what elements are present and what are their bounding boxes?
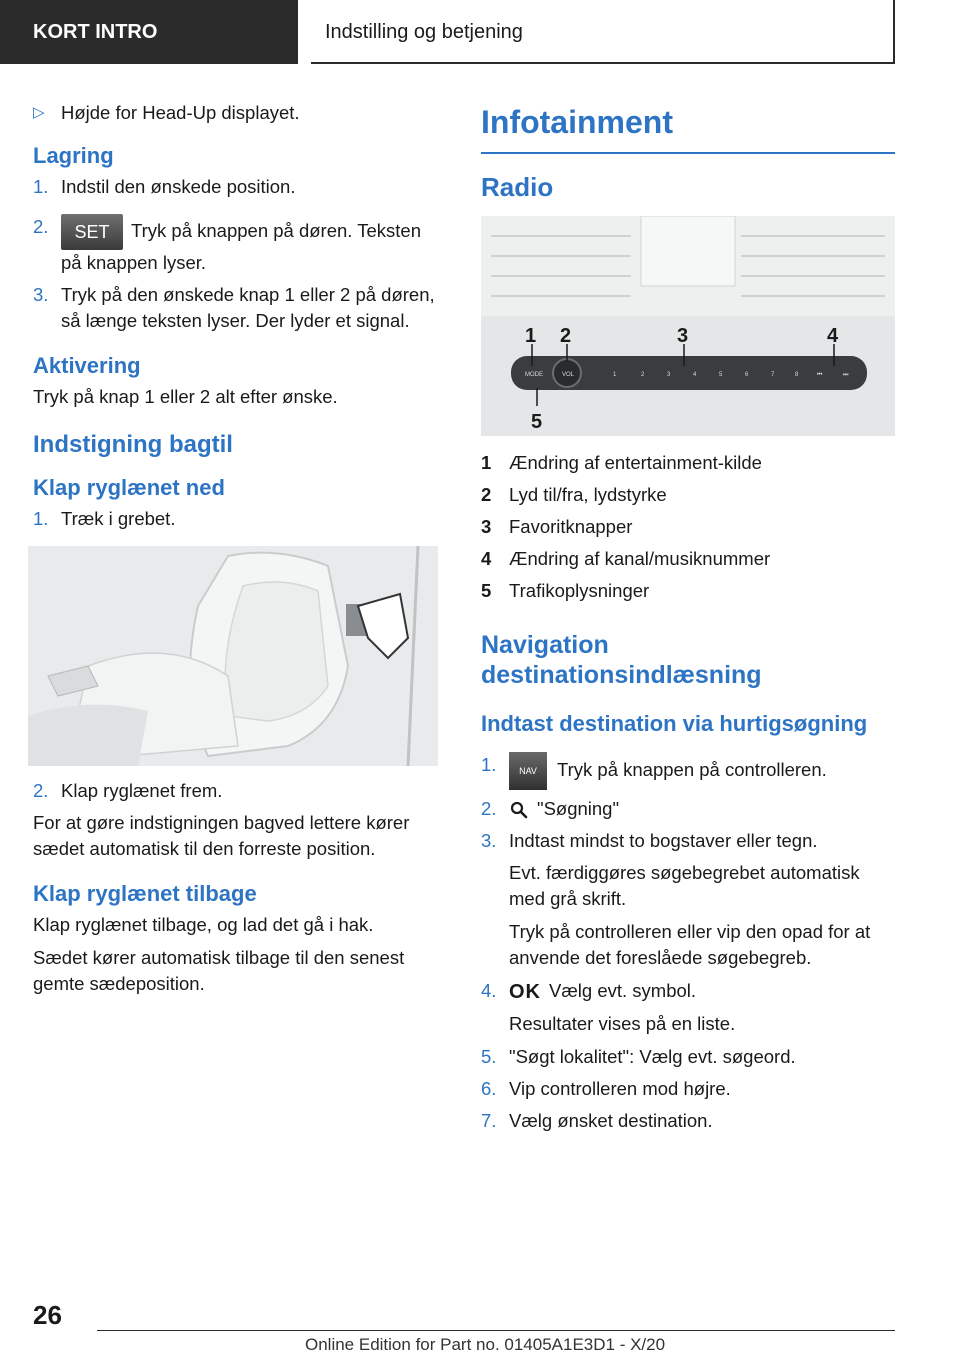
- right-column: [481, 100, 895, 1140]
- legend-text: Ændring af entertainment-kilde: [509, 452, 762, 473]
- step-text: Indtast mindst to bogstaver eller tegn.: [509, 830, 818, 851]
- heading-klap-ned: Klap ryglænet ned: [33, 475, 225, 500]
- step-1: [33, 506, 445, 532]
- svg-text:⏮: ⏮: [817, 372, 823, 378]
- search-icon: [509, 800, 529, 820]
- step-content: [509, 978, 895, 1005]
- bullet-text: Højde for Head-Up displayet.: [61, 102, 300, 123]
- step-text: "Søgt lokalitet": Vælg evt. søgeord.: [509, 1046, 796, 1068]
- ned-text: For at gøre indstigningen bagved lettere kører sædet automatisk til den forreste position.: [33, 812, 410, 859]
- step-text: Tryk på knappen på døren. Teksten på knappen lyser.: [61, 219, 422, 273]
- step-text: Vælg evt. symbol.: [549, 980, 697, 1001]
- step-text: Vælg ønsket destination.: [509, 1110, 713, 1132]
- step-number: 1.: [481, 754, 497, 775]
- step-text: Klap ryglænet frem.: [61, 780, 223, 801]
- heading-navigation: Navigation destinationsindlæsning: [481, 631, 762, 689]
- nav-step-6: [481, 1076, 895, 1102]
- nav-step-7: [481, 1108, 895, 1134]
- header-separator: [298, 0, 311, 64]
- title-rule: [481, 152, 895, 154]
- seat-illustration: [28, 546, 438, 766]
- step-1: [33, 174, 445, 200]
- step-text: "Søgning": [537, 798, 620, 819]
- page-title: Infotainment: [481, 104, 673, 140]
- left-column: [33, 100, 445, 1004]
- nav-step-4: [481, 978, 895, 1005]
- legend-number: 5: [481, 580, 492, 601]
- radio-panel-drawing: [481, 216, 895, 436]
- step-number: 5.: [481, 1046, 497, 1068]
- legend-item: [481, 514, 895, 540]
- heading-indstigning: Indstigning bagtil: [33, 431, 233, 458]
- step-content: [61, 214, 445, 276]
- set-button-icon: SET: [61, 214, 123, 250]
- preset-key-label: 1: [613, 372, 617, 378]
- step-number: 3.: [481, 830, 497, 851]
- step-content: [509, 796, 895, 822]
- step-number: 2.: [33, 216, 49, 237]
- step-4-note: Resultater vises på en liste.: [509, 1013, 736, 1035]
- step-text: Indstil den ønskede position.: [61, 176, 296, 197]
- legend-number: 3: [481, 516, 492, 537]
- legend-item: [481, 482, 895, 508]
- preset-key-label: 8: [795, 372, 799, 378]
- legend-text: Trafikoplysninger: [509, 580, 650, 601]
- legend-item: [481, 578, 895, 604]
- legend-number: 4: [481, 548, 492, 569]
- preset-key-label: 3: [667, 372, 671, 378]
- tilbage-text-1: Klap ryglænet tilbage, og lad det gå i hak.: [33, 914, 374, 935]
- legend-item: [481, 546, 895, 572]
- step-2: [33, 214, 445, 276]
- preset-key-label: 5: [719, 372, 723, 378]
- ok-icon: OK: [509, 981, 541, 1004]
- legend-text: Ændring af kanal/musiknummer: [509, 548, 771, 569]
- step-3: [33, 282, 445, 334]
- step-text: Vip controlleren mod højre.: [509, 1078, 731, 1100]
- step-number: 4.: [481, 980, 497, 1001]
- step-number: 1.: [33, 508, 49, 529]
- nav-step-2: [481, 796, 895, 822]
- bullet-headup: [33, 100, 445, 126]
- nav-step-1: [481, 752, 895, 790]
- callout-1: 1: [525, 325, 537, 347]
- step-text: Tryk på knappen på controlleren.: [557, 758, 827, 780]
- svg-text:⏭: ⏭: [843, 372, 849, 378]
- heading-hurtigsoegning: Indtast destination via hurtigsøgning: [481, 711, 868, 736]
- callout-5: 5: [531, 411, 543, 433]
- nav-step-3: [481, 828, 895, 854]
- mode-label: MODE: [525, 372, 543, 378]
- heading-radio: Radio: [481, 172, 554, 202]
- footer-rule: [97, 1330, 895, 1331]
- step-number: 2.: [33, 780, 49, 801]
- step-3-note-1: Evt. færdiggøres søgebegrebet automatisk med grå skrift.: [509, 862, 860, 909]
- callout-2: 2: [560, 325, 572, 347]
- step-text: Træk i grebet.: [61, 508, 176, 529]
- nav-button-icon: NAV: [509, 752, 547, 790]
- seat-drawing: [28, 546, 438, 766]
- preset-key-label: 7: [771, 372, 775, 378]
- preset-key-label: 4: [693, 372, 697, 378]
- preset-key-label: 6: [745, 372, 749, 378]
- heading-aktivering: Aktivering: [33, 353, 141, 378]
- step-number: 7.: [481, 1110, 497, 1132]
- legend-item: [481, 450, 895, 476]
- step-2: [33, 778, 445, 804]
- vol-label: VOL: [562, 372, 575, 378]
- heading-lagring: Lagring: [33, 143, 114, 168]
- page-number: 26: [33, 1300, 62, 1330]
- legend-text: Favoritknapper: [509, 516, 633, 537]
- callout-4: 4: [827, 325, 839, 347]
- aktivering-text: Tryk på knap 1 eller 2 alt efter ønske.: [33, 386, 338, 407]
- step-number: 3.: [33, 284, 49, 305]
- step-number: 1.: [33, 176, 49, 197]
- legend-number: 1: [481, 452, 492, 473]
- tilbage-text-2: Sædet kører automatisk tilbage til den senest gemte sædeposition.: [33, 947, 405, 994]
- radio-panel-illustration: [481, 216, 895, 436]
- step-content: [509, 752, 895, 790]
- triangle-bullet-icon: ▷: [33, 104, 45, 121]
- legend-text: Lyd til/fra, lydstyrke: [509, 484, 667, 505]
- heading-klap-tilbage: Klap ryglænet tilbage: [33, 881, 257, 906]
- step-number: 2.: [481, 798, 497, 819]
- legend-number: 2: [481, 484, 492, 505]
- preset-key-label: 2: [641, 372, 645, 378]
- section-tab: KORT INTRO: [0, 0, 298, 64]
- step-text: Tryk på den ønskede knap 1 eller 2 på døren, så længe teksten lyser. Der lyder et signal.: [61, 284, 435, 331]
- edition-text: Online Edition for Part no. 01405A1E3D1 - X/20: [305, 1335, 666, 1354]
- step-number: 6.: [481, 1078, 497, 1100]
- chapter-title: Indstilling og betjening: [311, 0, 895, 64]
- step-3-note-2: Tryk på controlleren eller vip den opad for at anvende det foreslåede søgebegreb.: [509, 921, 871, 968]
- callout-3: 3: [677, 325, 689, 347]
- nav-step-5: [481, 1044, 895, 1070]
